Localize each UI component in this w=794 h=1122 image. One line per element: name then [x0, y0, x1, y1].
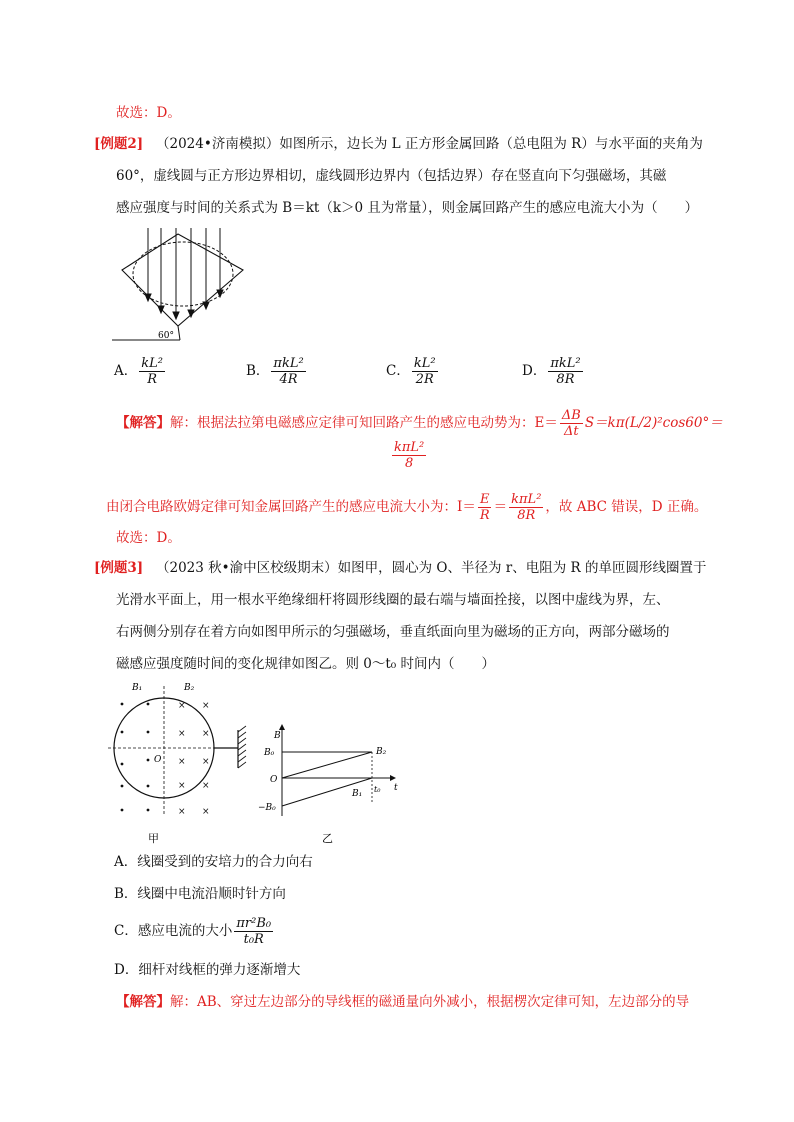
example2-solution-line1: 【解答】解：根据法拉第电磁感应定律可知回路产生的感应电动势为：E＝ $\frac{\Delta B}{\Delta t}$ S＝kπ(L/2)²cos60°＝	[116, 408, 723, 439]
svg-text:×: ×	[202, 729, 210, 739]
example2-figure	[108, 224, 268, 346]
option-c: C． $\frac{\text{kL²}}{2R}$	[386, 356, 436, 387]
label-o: O	[154, 755, 162, 765]
label-b2: B₂	[184, 683, 195, 693]
svg-text:×: ×	[178, 781, 186, 791]
svg-text:×: ×	[178, 729, 186, 739]
example2-line2: 60°，虚线圆与正方形边界相切，虚线圆形边界内（包括边界）存在竖直向下匀强磁场，其磁	[116, 168, 667, 184]
svg-text:×: ×	[202, 807, 210, 817]
example3-line1: （2023 秋•渝中区校级期末）如图甲，圆心为 O、半径为 r、电阻为 R 的单匝圆形线圈置于	[156, 560, 707, 576]
axis-b: B	[274, 731, 281, 741]
label-yi: 乙	[322, 832, 333, 845]
example2-solution-result: $\frac{\text{kπL²}}{8}$	[394, 440, 425, 471]
label-b2: B₂	[376, 747, 387, 757]
ex3-option-a: A．线圈受到的安培力的合力向右	[114, 854, 313, 870]
svg-text:×: ×	[202, 757, 210, 767]
example2-answer: 故选：D。	[116, 530, 181, 546]
example2-solution-line3: 由闭合电路欧姆定律可知金属回路产生的感应电流大小为：I＝ $\frac{E}{R}$ ＝ $\frac{\text{kπL²}}{8R}$ ，故 ABC 错误，D 正确。	[106, 492, 708, 523]
option-b: B． $\frac{\text{πkL²}}{4R}$	[246, 356, 304, 387]
svg-text:×: ×	[202, 701, 210, 711]
option-d: D． $\frac{\text{πkL²}}{8R}$	[522, 356, 581, 387]
option-a: A． $\frac{\text{kL²}}{R}$	[114, 356, 163, 387]
example2-line1: （2024•济南模拟）如图所示，边长为 L 正方形金属回路（总电阻为 R）与水平面的夹角为	[156, 136, 703, 152]
square-loop	[122, 234, 243, 326]
label-jia: 甲	[148, 832, 159, 845]
example2-label: [例题2]	[94, 136, 144, 152]
tick-minus-b0: −B₀	[258, 803, 276, 813]
example3-solution-line1: 【解答】解：AB、穿过左边部分的导线框的磁通量向外减小，根据楞次定律可知，左边部分的导	[116, 994, 690, 1010]
ex3-option-c: C．感应电流的大小 $\frac{\text{πr²B₀}}{\text{t₀R}}$	[114, 916, 272, 947]
angle-label: 60°	[158, 331, 174, 341]
origin-o: O	[270, 775, 278, 785]
prev-answer: 故选：D。	[116, 105, 181, 121]
ex3-option-d: D．细杆对线框的弹力逐渐增大	[114, 962, 301, 978]
tick-t0: t₀	[374, 785, 381, 794]
example3-line4: 磁感应强度随时间的变化规律如图乙。则 0～t₀ 时间内（ ）	[116, 656, 496, 672]
example3-line2: 光滑水平面上，用一根水平绝缘细杆将圆形线圈的最右端与墙面拴接，以图中虚线为界，左、	[116, 592, 670, 608]
example3-line3: 右两侧分别存在着方向如图甲所示的匀强磁场，垂直纸面向里为磁场的正方向，两部分磁场的	[116, 624, 670, 640]
figure-yi	[254, 724, 404, 846]
svg-text:×: ×	[178, 701, 186, 711]
example2-line3: 感应强度与时间的关系式为 B＝kt（k＞0 且为常量），则金属回路产生的感应电流大小为（ ）	[116, 200, 699, 216]
axis-t: t	[394, 783, 398, 793]
label-b1: B₁	[132, 683, 143, 693]
ex3-option-b: B．线圈中电流沿顺时针方向	[114, 886, 286, 902]
tick-b0: B₀	[264, 748, 275, 758]
svg-text:×: ×	[178, 757, 186, 767]
dots-out-of-page	[121, 703, 150, 812]
b2-line	[282, 752, 372, 778]
svg-text:×: ×	[178, 807, 186, 817]
label-b1: B₁	[352, 789, 363, 799]
svg-text:×: ×	[202, 781, 210, 791]
example3-label: [例题3]	[94, 560, 144, 576]
figure-jia	[108, 676, 258, 846]
